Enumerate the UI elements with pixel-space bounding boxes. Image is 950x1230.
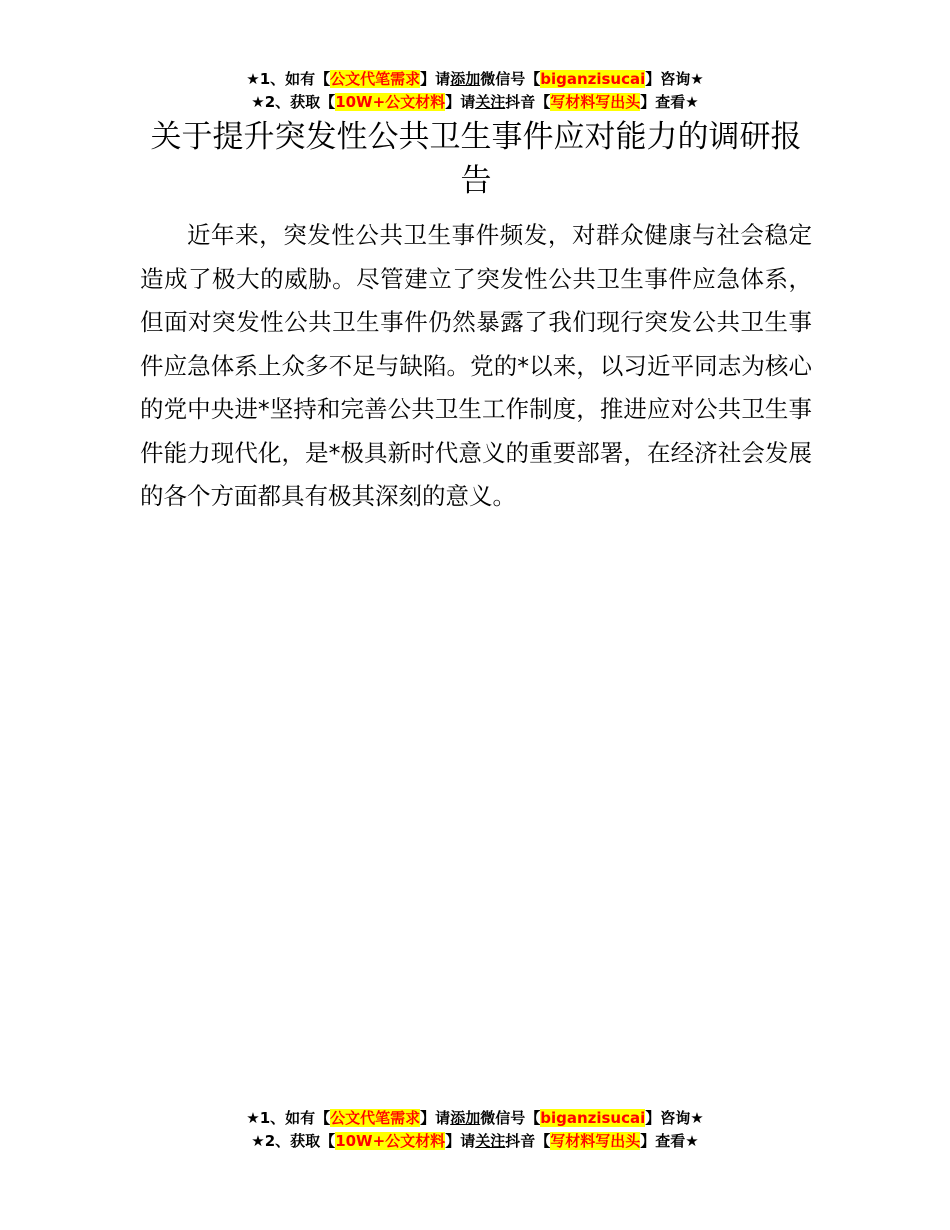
promo-text: 】请 [445, 93, 476, 111]
promo-text: 抖音【 [505, 1132, 551, 1150]
promo-text: ★1、如有【 [246, 70, 331, 88]
promo-highlight-materials: 10W+公文材料 [335, 1132, 446, 1150]
promo-underlined-text: 添加 [450, 1109, 481, 1127]
promo-text: 】查看★ [640, 1132, 699, 1150]
header-promo-banner [0, 68, 950, 114]
promo-highlight-service: 公文代笔需求 [330, 70, 421, 88]
promo-text: 微信号【 [480, 70, 541, 88]
document-title: 关于提升突发性公共卫生事件应对能力的调研报告 [150, 119, 802, 199]
promo-text: 】查看★ [640, 93, 699, 111]
promo-text: ★2、获取【 [251, 1132, 336, 1150]
promo-text: 微信号【 [480, 1109, 541, 1127]
promo-highlight-wechat-id: biganzisucai [540, 1109, 646, 1127]
promo-line-2 [0, 91, 950, 114]
footer-promo-banner [0, 1107, 950, 1153]
promo-text: 】请 [420, 1109, 451, 1127]
promo-highlight-douyin-account: 写材料写出头 [550, 93, 641, 111]
promo-line-1 [0, 68, 950, 91]
promo-text: ★2、获取【 [251, 93, 336, 111]
promo-underlined-text: 添加 [450, 70, 481, 88]
promo-text: 】咨询★ [645, 70, 704, 88]
promo-highlight-wechat-id: biganzisucai [540, 70, 646, 88]
promo-underlined-text: 关注 [475, 1132, 506, 1150]
promo-line-2 [0, 1130, 950, 1153]
promo-text: 】请 [445, 1132, 476, 1150]
document-paragraph: 近年来，突发性公共卫生事件频发，对群众健康与社会稳定造成了极大的威胁。尽管建立了突发性公共卫生事件应急体系，但面对突发性公共卫生事件仍然暴露了我们现行突发公共卫生事件应急体系上众多不足与缺陷。党的*以来，以习近平同志为核心的党中央进*坚持和完善公共卫生工作制度，推进应对公共卫生事件能力现代化，是*极具新时代意义的重要部署，在经济社会发展的各个方面都具有极其深刻的意义。 [140, 221, 812, 510]
promo-line-1 [0, 1107, 950, 1130]
promo-text: 】请 [420, 70, 451, 88]
promo-highlight-materials: 10W+公文材料 [335, 93, 446, 111]
promo-highlight-douyin-account: 写材料写出头 [550, 1132, 641, 1150]
promo-text: 抖音【 [505, 93, 551, 111]
promo-text: ★1、如有【 [246, 1109, 331, 1127]
promo-highlight-service: 公文代笔需求 [330, 1109, 421, 1127]
promo-text: 】咨询★ [645, 1109, 704, 1127]
promo-underlined-text: 关注 [475, 93, 506, 111]
